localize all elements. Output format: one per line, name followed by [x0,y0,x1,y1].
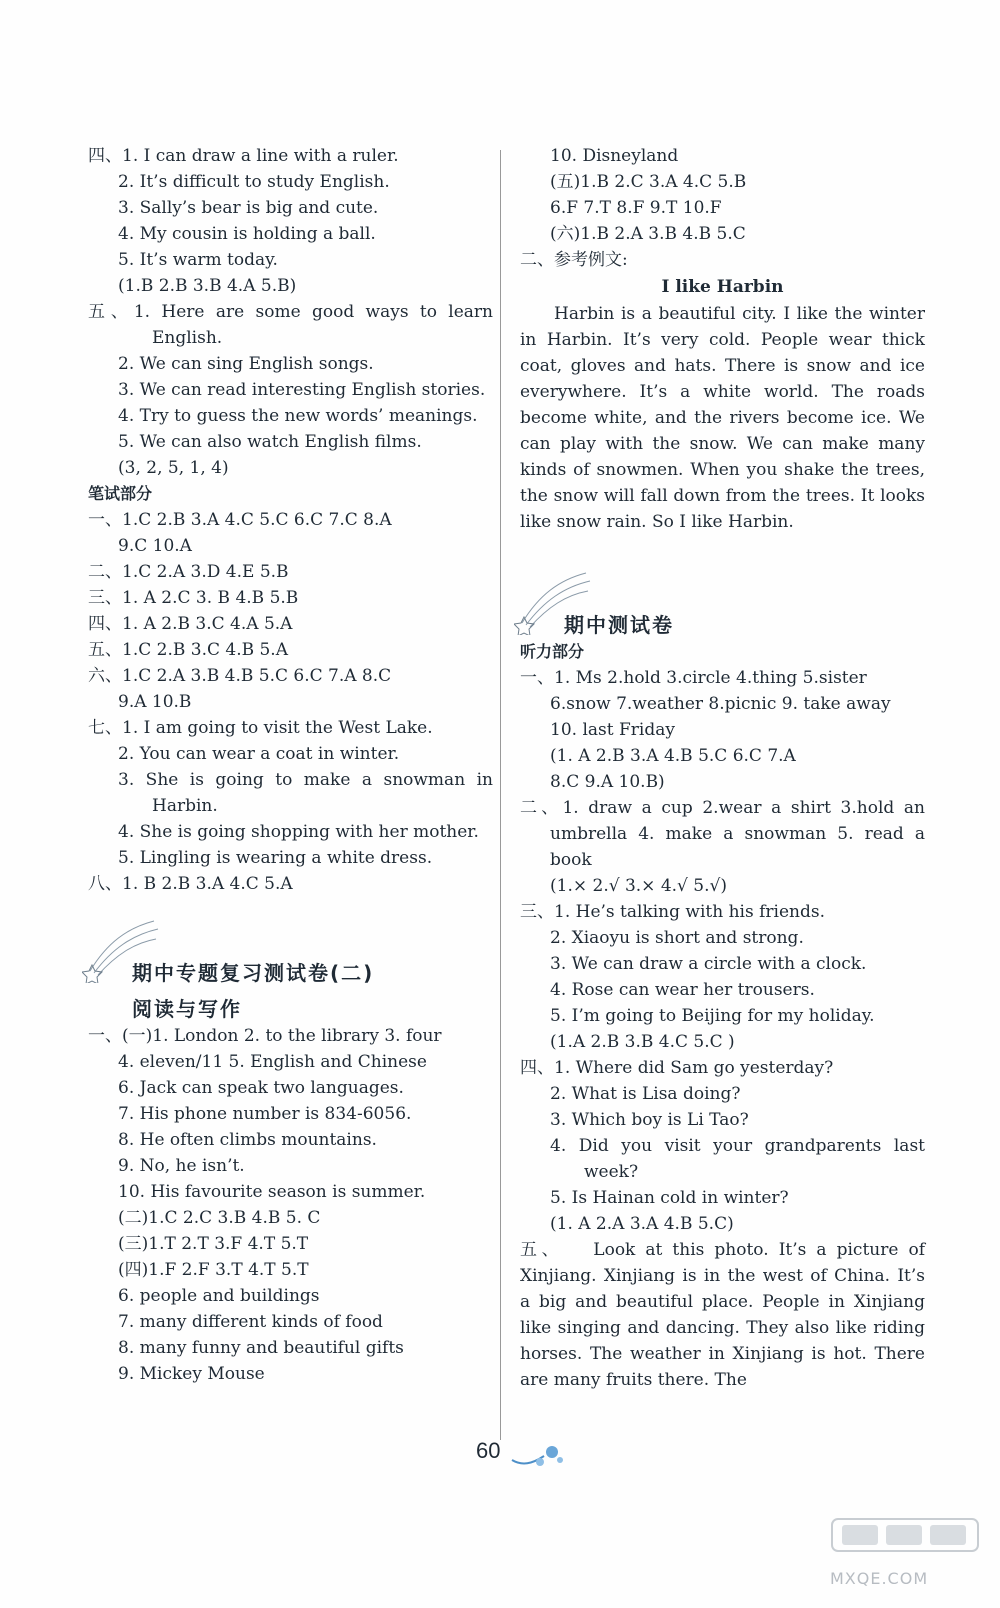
answer-line: 8.C 9.A 10.B) [550,772,665,792]
page-number: 60 [476,1438,501,1463]
watermark-text: MXQE.COM [830,1569,929,1588]
answer-line: 四、1. Where did Sam go yesterday? [520,1058,834,1078]
column-divider [500,150,501,1440]
answer-line: 2. Xiaoyu is short and strong. [550,928,804,948]
answer-line: (二)1.C 2.C 3.B 4.B 5. C [118,1208,321,1228]
answer-line: 10. last Friday [550,720,675,740]
answer-line: 9. No, he isn’t. [118,1156,245,1176]
answer-line: 3. Sally’s bear is big and cute. [118,198,379,218]
answer-line: (六)1.B 2.A 3.B 4.B 5.C [550,224,746,244]
answer-line: 二、1.C 2.A 3.D 4.E 5.B [88,562,289,582]
answer-line: English. [152,328,223,348]
watermark [830,1515,980,1588]
answer-line: 5. We can also watch English films. [118,432,422,452]
answer-line: 笔试部分 [88,484,153,503]
answer-line: 4. eleven/11 5. English and Chinese [118,1052,427,1072]
answer-line: 10. Disneyland [550,146,679,166]
answer-line: 4. Try to guess the new words’ meanings. [118,406,478,426]
answer-line: Harbin. [152,796,218,816]
section-title: 期中测试卷 [564,613,674,637]
answer-line: (3, 2, 5, 1, 4) [118,458,229,478]
section-subtitle: 阅读与写作 [132,997,242,1021]
answer-line: 一、(一)1. London 2. to the library 3. four [88,1026,442,1046]
essay-body: Harbin is a beautiful city. I like the winter in Harbin. It’s very cold. People wear thick coat, gloves and hats. There is snow and ice everywhere. It’s a white world. The roads become white, and the rivers become ice. We can play with the snow. We can make many kinds of snowmen. When you shake the trees, the snow will fall down from the trees. It looks like snow rain. So I like Harbin. [520,304,925,532]
answer-line: 三、1. He’s talking with his friends. [520,902,825,922]
answer-line: 4. Did you visit your grandparents last [550,1136,925,1156]
answer-line: (1.A 2.B 3.B 4.C 5.C ) [550,1032,735,1052]
answer-line: (三)1.T 2.T 3.F 4.T 5.T [118,1234,309,1254]
section-title: 期中专题复习测试卷(二) [132,961,375,985]
answer-line: week? [584,1162,639,1182]
answer-line: (五)1.B 2.C 3.A 4.C 5.B [550,172,747,192]
answer-line: 3. We can read interesting English stories. [118,380,486,400]
answer-line: 一、1. Ms 2.hold 3.circle 4.thing 5.sister [520,668,867,688]
answer-line: 7. many different kinds of food [118,1312,383,1332]
answer-line: (1.B 2.B 3.B 4.A 5.B) [118,276,297,296]
right-column [520,143,925,1393]
answer-line: (1.× 2.√ 3.× 4.√ 5.√) [550,876,727,896]
answer-line: (1. A 2.B 3.A 4.B 5.C 6.C 7.A [550,746,796,766]
answer-line: 9. Mickey Mouse [118,1364,265,1384]
right-answer-list-2 [520,639,925,1237]
answer-line: umbrella 4. make a snowman 5. read a [550,824,925,844]
answer-line: 4. My cousin is holding a ball. [118,224,376,244]
answer-line: 7. His phone number is 834-6056. [118,1104,412,1124]
left-answer-list [88,143,493,897]
answer-line: book [550,850,592,870]
answer-line: 四、1. I can draw a line with a ruler. [88,146,399,166]
answer-line: 三、1. A 2.C 3. B 4.B 5.B [88,588,299,608]
answer-line: 3. She is going to make a snowman in [118,770,493,790]
answer-line: 5. Lingling is wearing a white dress. [118,848,433,868]
left-column [88,143,493,1387]
answer-line: 4. Rose can wear her trousers. [550,980,815,1000]
essay-title: I like Harbin [661,277,784,297]
passage-text: Look at this photo. It’s a picture of Xinjiang. Xinjiang is in the west of China. It’s a big and beautiful place. People in Xinjiang like singing and dancing. They also like riding horses. The weather in Xinjiang is hot. There are many fruits there. The [520,1240,925,1390]
answer-line: 2. What is Lisa doing? [550,1084,741,1104]
answer-line: 八、1. B 2.B 3.A 4.C 5.A [88,874,293,894]
answer-line: 六、1.C 2.A 3.B 4.B 5.C 6.C 7.A 8.C [88,666,392,686]
answer-line: 9.C 10.A [118,536,192,556]
answer-line: 4. She is going shopping with her mother. [118,822,479,842]
left-answer-list-2 [88,1023,493,1387]
answer-line: 6. people and buildings [118,1286,320,1306]
right-answer-list [520,143,925,273]
answer-line: 二、1. draw a cup 2.wear a shirt 3.hold an [520,798,925,818]
answer-line: 2. It’s difficult to study English. [118,172,390,192]
answer-line: 七、1. I am going to visit the West Lake. [88,718,433,738]
answer-line: 9.A 10.B [118,692,192,712]
answer-line: 5. Is Hainan cold in winter? [550,1188,789,1208]
watermark-logo-icon [830,1515,980,1565]
answer-line: (1. A 2.A 3.A 4.B 5.C) [550,1214,734,1234]
reading-passage [520,1237,925,1393]
answer-line: 2. You can wear a coat in winter. [118,744,400,764]
answer-line: 8. many funny and beautiful gifts [118,1338,404,1358]
answer-line: 二、参考例文: [520,250,628,270]
answer-line: 5. I’m going to Beijing for my holiday. [550,1006,875,1026]
answer-line: 8. He often climbs mountains. [118,1130,377,1150]
answer-line: 五、1. Here are some good ways to learn [88,302,493,322]
answer-line: 四、1. A 2.B 3.C 4.A 5.A [88,614,293,634]
answer-line: 一、1.C 2.B 3.A 4.C 5.C 6.C 7.C 8.A [88,510,392,530]
section-header-midterm-review-2 [88,923,493,1023]
answer-line: 五、1.C 2.B 3.C 4.B 5.A [88,640,288,660]
answer-line: 2. We can sing English songs. [118,354,374,374]
flower-ornament-icon [510,1440,570,1470]
section-number: 五、 [520,1240,564,1260]
answer-line: 5. It’s warm today. [118,250,278,270]
answer-line: 3. We can draw a circle with a clock. [550,954,867,974]
answer-line: 6.F 7.T 8.F 9.T 10.F [550,198,722,218]
answer-line: 6.snow 7.weather 8.picnic 9. take away [550,694,891,714]
answer-line: 10. His favourite season is summer. [118,1182,426,1202]
answer-line: 听力部分 [520,642,585,661]
answer-line: 6. Jack can speak two languages. [118,1078,404,1098]
answer-line: 3. Which boy is Li Tao? [550,1110,749,1130]
answer-line: (四)1.F 2.F 3.T 4.T 5.T [118,1260,309,1280]
